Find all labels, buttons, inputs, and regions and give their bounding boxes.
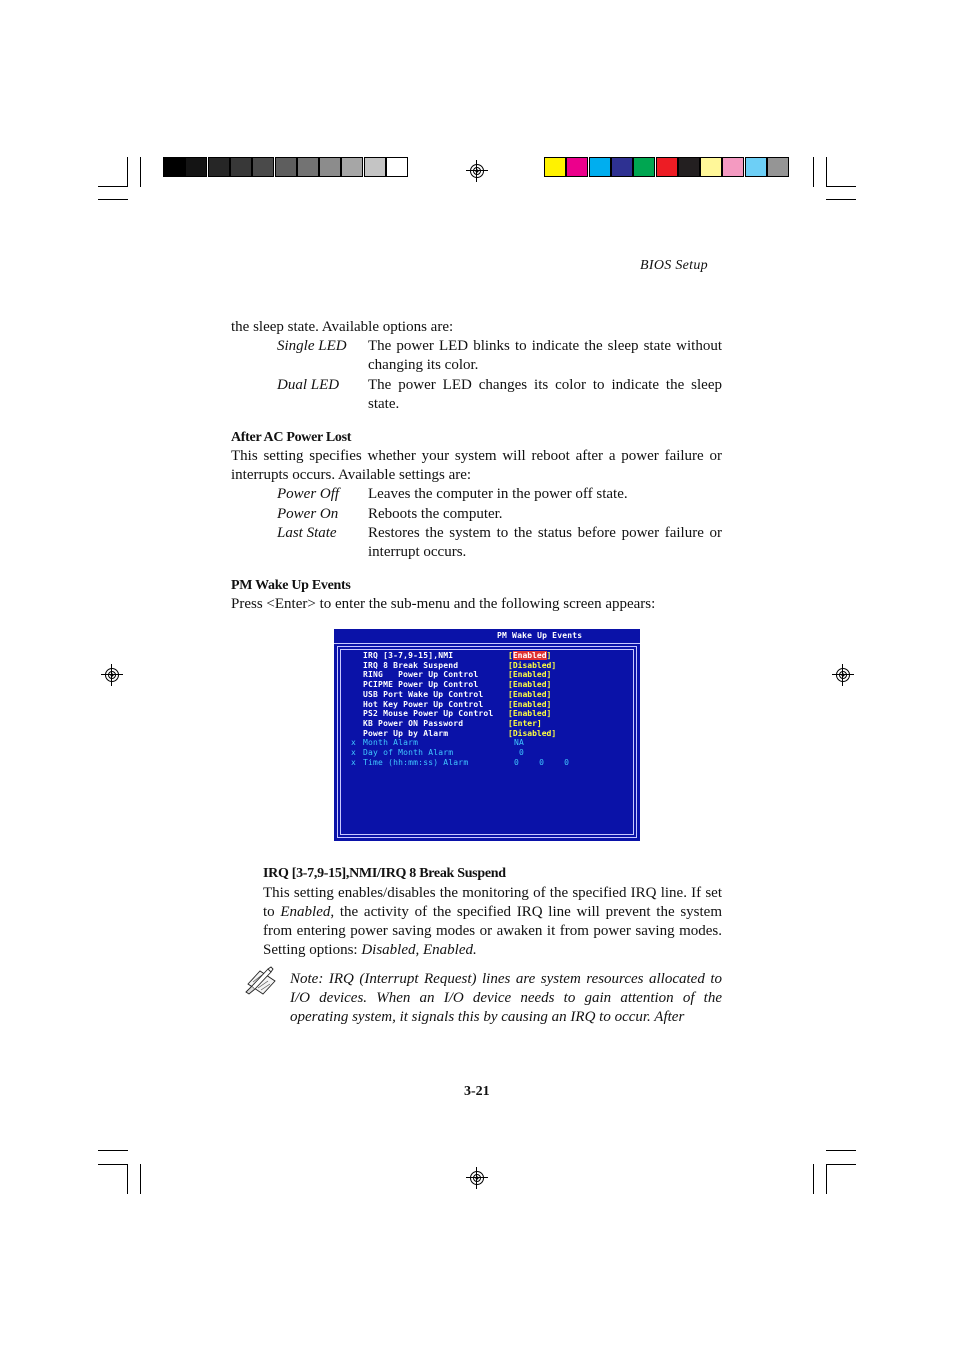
color-swatch bbox=[364, 157, 386, 177]
bios-disabled-marker: x bbox=[351, 748, 357, 757]
color-swatch bbox=[544, 157, 566, 177]
bios-item-label: Hot Key Power Up Control bbox=[363, 699, 484, 709]
color-swatch bbox=[341, 157, 363, 177]
section-body: Press <Enter> to enter the sub-menu and the following screen appears: bbox=[231, 596, 656, 612]
bios-item-label: Power Up by Alarm bbox=[363, 728, 449, 738]
bios-item-label: USB Port Wake Up Control bbox=[363, 689, 484, 699]
bios-disabled-value: 0 0 0 bbox=[514, 757, 570, 767]
note-text: Note: IRQ (Interrupt Request) lines are system resources allocated to I/O devices. When an I/O device needs to gain attention of the operating system, it signals this by causing an IRQ to occur. After bbox=[290, 971, 722, 1025]
color-swatch bbox=[185, 157, 207, 177]
bios-title-bar bbox=[334, 629, 640, 644]
bios-disabled-value: 0 bbox=[514, 748, 525, 757]
color-swatch bbox=[589, 157, 611, 177]
bios-item-label: KB Power ON Password bbox=[363, 718, 464, 728]
color-swatch bbox=[208, 157, 230, 177]
color-swatch bbox=[722, 157, 744, 177]
bios-item-label: PS2 Mouse Power Up Control bbox=[363, 709, 494, 719]
color-swatch bbox=[275, 157, 297, 177]
bios-disabled-marker: x bbox=[351, 738, 357, 748]
registration-mark-bottom bbox=[466, 1167, 488, 1189]
section-body: This setting enables/disables the monitoring of the specified IRQ line. If set to Enabled, the activity of the specified IRQ line will prevent the system from entering power saving modes or awaken it from power saving modes. Setting options: Disabled, Enabled. bbox=[263, 885, 722, 958]
option-term: Dual LED bbox=[277, 377, 340, 393]
registration-mark-left bbox=[101, 664, 123, 686]
bios-item-value: [Enabled] bbox=[508, 680, 552, 690]
bios-item-label: PCIPME Power Up Control bbox=[363, 680, 479, 690]
option-term: Power Off bbox=[277, 486, 340, 502]
bios-disabled-marker: x bbox=[351, 757, 357, 767]
option-term: Power On bbox=[277, 506, 339, 522]
bios-disabled-label: Day of Month Alarm bbox=[363, 748, 454, 757]
section-body: This setting specifies whether your system will reboot after a power failure or interrupts occurs. Available settings are: bbox=[231, 448, 722, 483]
bios-item-value: [Enabled] bbox=[508, 651, 552, 660]
color-swatch bbox=[319, 157, 341, 177]
bios-disabled-label: Time (hh:mm:ss) Alarm bbox=[363, 757, 469, 767]
option-desc: The power LED changes its color to indicate the sleep state. bbox=[368, 377, 722, 412]
option-desc: Reboots the computer. bbox=[368, 506, 503, 522]
section-heading: After AC Power Lost bbox=[231, 430, 352, 445]
registration-mark-right bbox=[832, 664, 854, 686]
bios-item-value: [Enabled] bbox=[508, 670, 552, 680]
bios-item-label: IRQ [3-7,9-15],NMI bbox=[363, 651, 454, 660]
option-term: Last State bbox=[277, 525, 337, 541]
bios-item-value: [Enabled] bbox=[508, 699, 552, 709]
color-swatch bbox=[230, 157, 252, 177]
option-term: Single LED bbox=[277, 338, 347, 354]
note-pencil-icon bbox=[244, 965, 280, 995]
color-swatch bbox=[700, 157, 722, 177]
color-swatch bbox=[656, 157, 678, 177]
bios-item-value: [Enabled] bbox=[508, 709, 552, 719]
bios-item-label: RING Power Up Control bbox=[363, 670, 479, 680]
bios-item-value: [Enter] bbox=[508, 718, 542, 728]
bios-item-value: [Disabled] bbox=[508, 660, 557, 670]
option-desc: The power LED blinks to indicate the sleep state without changing its color. bbox=[368, 338, 722, 373]
page-number: 3-21 bbox=[464, 1084, 490, 1099]
bios-title: PM Wake Up Events bbox=[497, 631, 583, 640]
color-swatch bbox=[611, 157, 633, 177]
color-swatch bbox=[678, 157, 700, 177]
section-heading: IRQ [3-7,9-15],NMI/IRQ 8 Break Suspend bbox=[263, 866, 506, 881]
option-desc: Leaves the computer in the power off state. bbox=[368, 486, 628, 502]
color-swatch bbox=[163, 157, 185, 177]
running-title: BIOS Setup bbox=[640, 258, 708, 273]
color-swatch bbox=[767, 157, 789, 177]
bios-item-value: [Enabled] bbox=[508, 689, 552, 699]
bios-item-label: IRQ 8 Break Suspend bbox=[363, 660, 459, 670]
bios-disabled-label: Month Alarm bbox=[363, 738, 419, 748]
color-swatch bbox=[386, 157, 408, 177]
bios-disabled-value: NA bbox=[514, 738, 525, 748]
color-swatch bbox=[297, 157, 319, 177]
section-heading: PM Wake Up Events bbox=[231, 578, 351, 593]
color-swatch bbox=[252, 157, 274, 177]
color-swatch bbox=[745, 157, 767, 177]
intro-line: the sleep state. Available options are: bbox=[231, 319, 454, 335]
color-swatch bbox=[566, 157, 588, 177]
bios-item-value: [Disabled] bbox=[508, 728, 557, 738]
color-swatch bbox=[633, 157, 655, 177]
option-desc: Restores the system to the status before power failure or interrupt occurs. bbox=[368, 525, 722, 560]
registration-mark-top bbox=[466, 160, 488, 182]
bios-screen bbox=[334, 629, 640, 841]
